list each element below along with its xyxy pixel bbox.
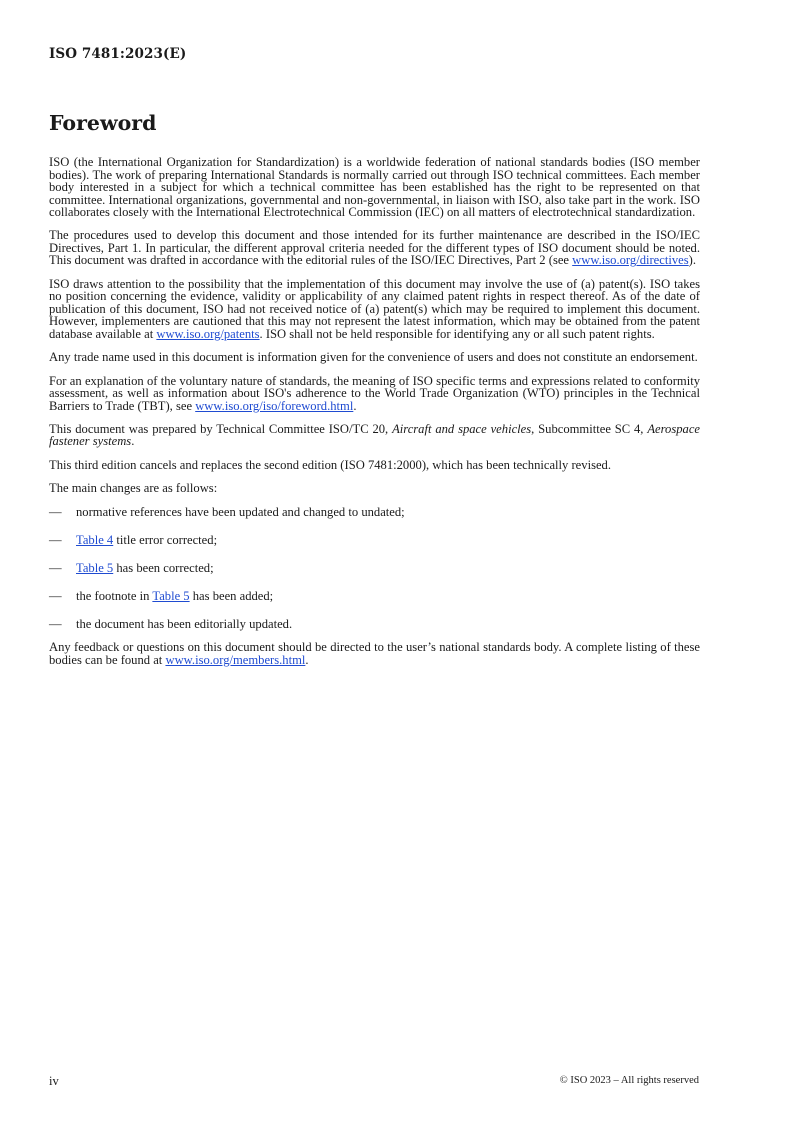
paragraph-feedback — [49, 641, 700, 666]
dash-bullet: — — [49, 616, 62, 631]
text: For an explanation of the voluntary nature of standards, the meaning of ISO specific terms and expressions related to conformity assessment, as well as information about ISO's adherence to the World Trade Organization (WTO) principles in the Technical Barriers to Trade (TBT), see — [49, 373, 700, 413]
text: . — [353, 398, 357, 413]
link-patents[interactable]: www.iso.org/patents — [156, 326, 260, 341]
dash-bullet: — — [49, 588, 62, 603]
text: title error corrected; — [113, 532, 218, 547]
list-item — [49, 534, 700, 547]
link-table-4[interactable]: Table 4 — [76, 532, 114, 547]
dash-bullet: — — [49, 560, 62, 575]
list-item — [49, 590, 700, 603]
text: has been added; — [189, 588, 274, 603]
list-item — [49, 506, 700, 519]
change-text: normative references have been updated and changed to undated; — [76, 504, 405, 519]
subcommittee-name: Aerospace fastener systems — [49, 421, 700, 449]
link-foreword[interactable]: www.iso.org/iso/foreword.html — [195, 398, 354, 413]
text: , Subcommittee SC 4, — [531, 421, 648, 436]
page-number: iv — [49, 1074, 59, 1088]
list-item — [49, 562, 700, 575]
document-id-header: ISO 7481:2023(E) — [49, 46, 187, 62]
text: This document was prepared by Technical Committee ISO/TC 20, — [49, 421, 393, 436]
paragraph-voluntary-nature — [49, 375, 700, 413]
dash-bullet: — — [49, 532, 62, 547]
text: The procedures used to develop this document and those intended for its further maintenance are described in the ISO/IEC Directives, Part 1. In particular, the different approval criteria needed for the different types of ISO document should be noted. This document was drafted in accordance with the editorial rules of the ISO/IEC Directives, Part 2 (see — [49, 228, 700, 268]
text: . ISO shall not be held responsible for identifying any or all such patent rights. — [259, 326, 655, 341]
link-members[interactable]: www.iso.org/members.html — [165, 652, 306, 667]
text: ISO draws attention to the possibility that the implementation of this document may involve the use of (a) patent(s). ISO takes no position concerning the evidence, validity or applicability of any claimed patent rights in respect thereof. As of the date of publication of this document, ISO had not received notice of (a) patent(s) which may be required to implement this document. However, implementers are cautioned that this may not represent the latest information, which may be obtained from the patent database available at — [49, 276, 700, 341]
paragraph-procedures — [49, 229, 700, 267]
paragraph-edition: This third edition cancels and replaces the second edition (ISO 7481:2000), which has been technically revised. — [49, 457, 612, 472]
text: the footnote in — [76, 588, 153, 603]
link-directives[interactable]: www.iso.org/directives — [572, 253, 689, 268]
text: ). — [688, 253, 696, 268]
change-text: the document has been editorially updated. — [76, 616, 293, 631]
change-text — [76, 534, 217, 547]
text: Any feedback or questions on this document should be directed to the user’s national standards body. A complete listing of these bodies can be found at — [49, 640, 700, 667]
paragraph-main-changes: The main changes are as follows: — [49, 481, 218, 496]
paragraph-patents — [49, 278, 700, 341]
change-text — [76, 590, 273, 603]
text: has been corrected; — [113, 560, 214, 575]
link-table-5[interactable]: Table 5 — [76, 560, 114, 575]
copyright-notice: © ISO 2023 – All rights reserved — [559, 1075, 699, 1086]
paragraph-committee — [49, 423, 700, 448]
paragraph-trade-name: Any trade name used in this document is information given for the convenience of users and does not constitute an endorsement. — [49, 350, 698, 365]
list-item — [49, 618, 700, 631]
page-title: Foreword — [49, 111, 157, 135]
paragraph-iso-intro: ISO (the International Organization for Standardization) is a worldwide federation of national standards bodies (ISO member bodies). The work of preparing International Standards is normally carried out through ISO technical committees. Each member body interested in a subject for which a technical committee has been established has the right to be represented on that committee. International organizations, governmental and non-governmental, in liaison with ISO, also take part in the work. ISO collaborates closely with the International Electrotechnical Commission (IEC) on all matters of electrotechnical standardization. — [49, 155, 700, 219]
dash-bullet: — — [49, 504, 62, 519]
text: . — [131, 434, 135, 449]
foreword-body — [49, 156, 700, 666]
link-table-5-footnote[interactable]: Table 5 — [152, 588, 190, 603]
text: . — [305, 652, 309, 667]
committee-name: Aircraft and space vehicles — [392, 421, 532, 436]
change-text — [76, 562, 214, 575]
